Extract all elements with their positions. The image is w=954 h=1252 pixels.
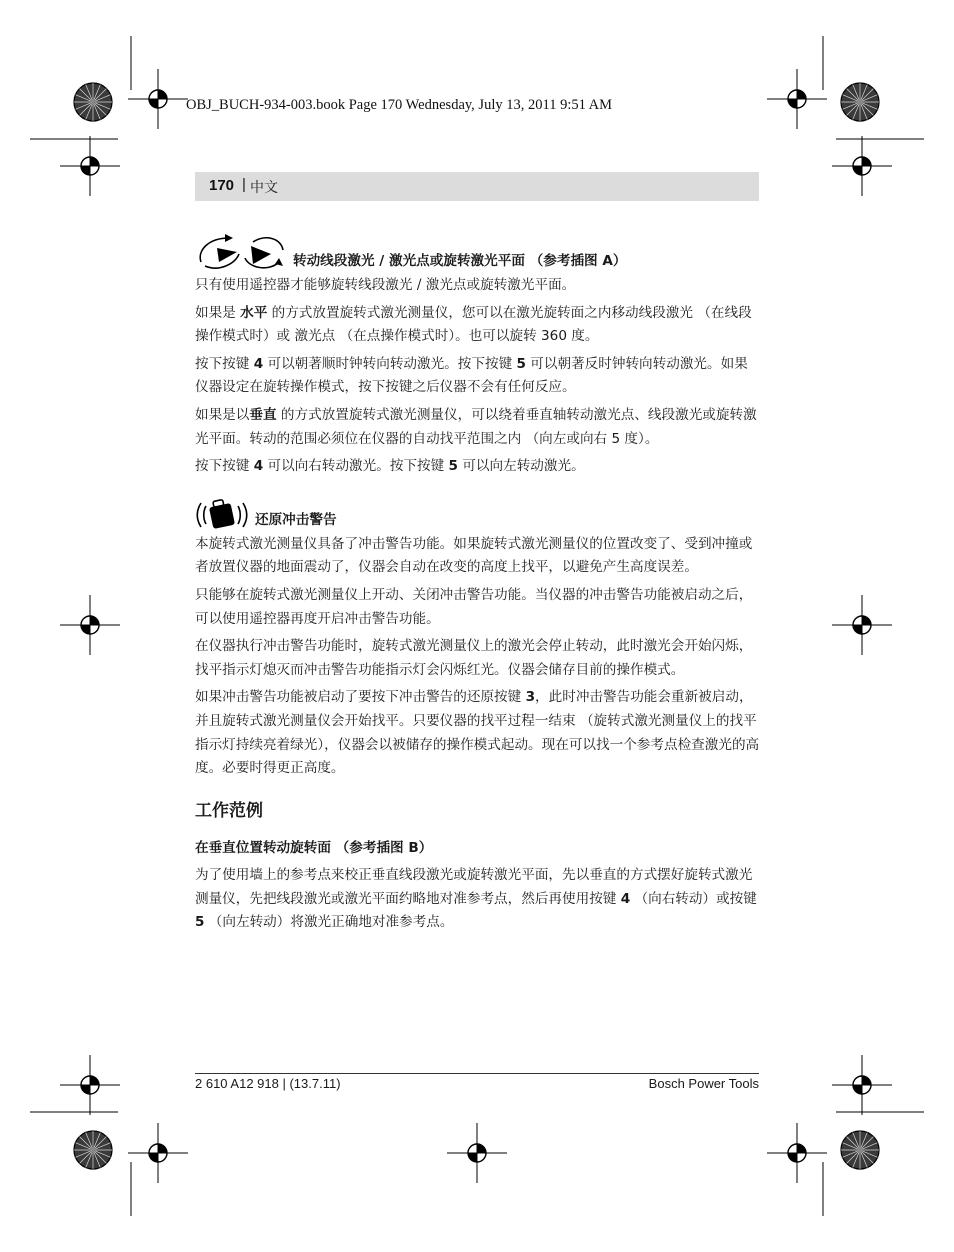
page-number: 170 <box>209 177 235 194</box>
paragraph: 只有使用遥控器才能够旋转线段激光 / 激光点或旋转激光平面。 <box>195 277 576 293</box>
paragraph: 在仪器执行冲击警告功能时，旋转式激光测量仪上的激光会停止转动，此时激光会开始闪烁，找平指示灯熄灭而冲击警告功能指示灯会闪烁红光。仪器会储存目前的操作模式。 <box>195 638 753 678</box>
page-language: 中文 <box>250 180 278 196</box>
shock-warning-icon <box>195 497 249 531</box>
footer-rule <box>195 1073 759 1074</box>
subsection-title: 在垂直位置转动旋转面 （参考插图 B） <box>195 839 433 856</box>
paragraph: 为了使用墙上的参考点来校正垂直线段激光或旋转激光平面，先以垂直的方式摆好旋转式激光测量仪，先把线段激光或激光平面约略地对准参考点，然后再使用按键 4 （向右转动）或按键 5 （向左转动）将激光正确地对准参考点。 <box>195 867 757 931</box>
paragraph: 如果是以垂直 的方式放置旋转式激光测量仪，可以绕着垂直轴转动激光点、线段激光或旋转激光平面。转动的范围必须位在仪器的自动找平范围之内 （向左或向右 5 度）。 <box>195 406 757 447</box>
section-shock-title: 还原冲击警告 <box>255 511 337 528</box>
section-examples-title: 工作范例 <box>195 800 263 821</box>
paragraph: 本旋转式激光测量仪具备了冲击警告功能。如果旋转式激光测量仪的位置改变了、受到冲撞或者放置仪器的地面震动了，仪器会自动在改变的高度上找平，以避免产生高度误差。 <box>195 535 753 576</box>
paragraph: 按下按键 4 可以朝著顺时钟转向转动激光。按下按键 5 可以朝著反时钟转向转动激光。如果仪器设定在旋转操作模式，按下按键之后仪器不会有任何反应。 <box>195 355 748 396</box>
paragraph: 按下按键 4 可以向右转动激光。按下按键 5 可以向左转动激光。 <box>195 458 585 475</box>
footer-brand: Bosch Power Tools <box>648 1076 759 1091</box>
rotate-left-right-icon <box>195 232 287 272</box>
paragraph: 如果冲击警告功能被启动了要按下冲击警告的还原按键 3，此时冲击警告功能会重新被启动，并且旋转式激光测量仪会开始找平。只要仪器的找平过程一结束 （旋转式激光测量仪上的找平指示灯持续亮着绿光），仪器会以被储存的操作模式起动。现在可以找一个参考点检查激光的高度。必要时得更正高度。 <box>195 689 760 777</box>
paragraph: 如果是 水平 的方式放置旋转式激光测量仪，您可以在激光旋转面之内移动线段激光 （在线段操作模式时）或 激光点 （在点操作模式时）。也可以旋转 360 度。 <box>195 304 752 345</box>
section-rotate-heading <box>195 232 761 272</box>
page-separator: | <box>242 176 246 193</box>
page-content <box>195 232 761 939</box>
footer-doc-number: 2 610 A12 918 | (13.7.11) <box>195 1076 341 1091</box>
section-shock-heading <box>195 497 761 531</box>
print-header: OBJ_BUCH-934-003.book Page 170 Wednesday, July 13, 2011 9:51 AM <box>186 97 613 113</box>
section-rotate-title: 转动线段激光 / 激光点或旋转激光平面 （参考插图 A） <box>293 253 627 269</box>
page-header-bar <box>195 172 759 201</box>
paragraph: 只能够在旋转式激光测量仪上开动、关闭冲击警告功能。当仪器的冲击警告功能被启动之后，可以使用遥控器再度开启冲击警告功能。 <box>195 586 753 627</box>
